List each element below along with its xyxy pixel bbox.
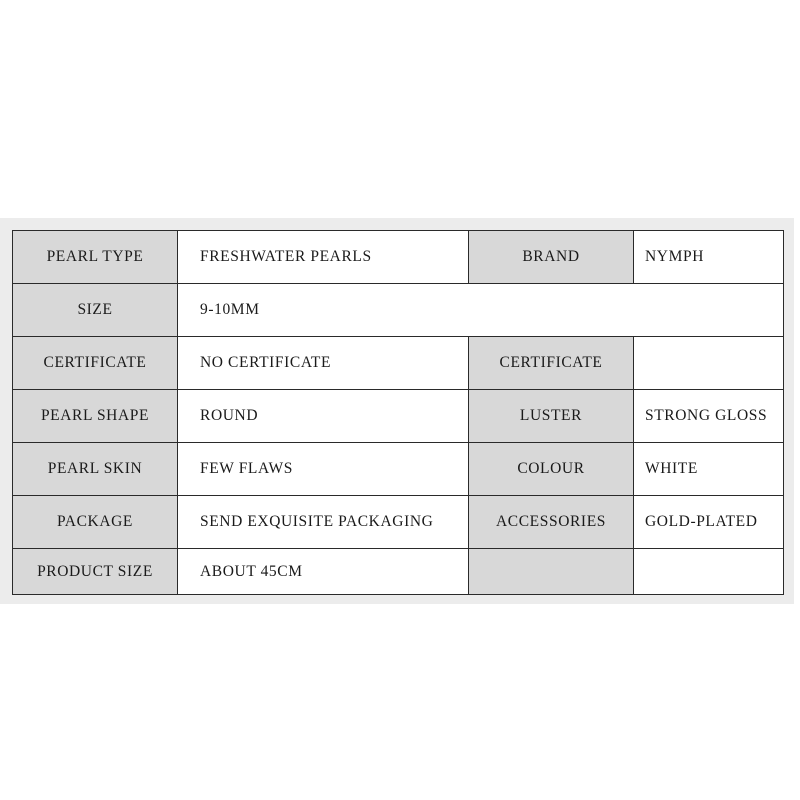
table-row xyxy=(13,496,784,549)
spec-value-empty xyxy=(634,549,784,595)
spec-label-luster: LUSTER xyxy=(469,390,634,443)
spec-label-brand: BRAND xyxy=(469,231,634,284)
product-spec-table xyxy=(12,230,784,595)
table-row xyxy=(13,443,784,496)
spec-label-pearl-type: PEARL TYPE xyxy=(13,231,178,284)
spec-label-product-size: PRODUCT SIZE xyxy=(13,549,178,595)
spec-value-luster: STRONG GLOSS xyxy=(634,390,784,443)
spec-value-certificate: NO CERTIFICATE xyxy=(178,337,469,390)
spec-label-size: SIZE xyxy=(13,284,178,337)
spec-value-colour: WHITE xyxy=(634,443,784,496)
spec-label-certificate-2: CERTIFICATE xyxy=(469,337,634,390)
spec-label-pearl-skin: PEARL SKIN xyxy=(13,443,178,496)
spec-label-accessories: ACCESSORIES xyxy=(469,496,634,549)
table-row xyxy=(13,390,784,443)
spec-value-accessories: GOLD-PLATED xyxy=(634,496,784,549)
spec-label-certificate: CERTIFICATE xyxy=(13,337,178,390)
spec-value-pearl-shape: ROUND xyxy=(178,390,469,443)
spec-label-package: PACKAGE xyxy=(13,496,178,549)
spec-label-pearl-shape: PEARL SHAPE xyxy=(13,390,178,443)
table-row xyxy=(13,231,784,284)
table-row xyxy=(13,284,784,337)
table-row xyxy=(13,337,784,390)
spec-value-product-size: ABOUT 45CM xyxy=(178,549,469,595)
spec-value-size: 9-10MM xyxy=(178,284,784,337)
spec-value-package: SEND EXQUISITE PACKAGING xyxy=(178,496,469,549)
spec-value-pearl-skin: FEW FLAWS xyxy=(178,443,469,496)
spec-label-colour: COLOUR xyxy=(469,443,634,496)
table-row xyxy=(13,549,784,595)
spec-label-empty xyxy=(469,549,634,595)
spec-value-certificate-2 xyxy=(634,337,784,390)
spec-value-brand: NYMPH xyxy=(634,231,784,284)
spec-value-pearl-type: FRESHWATER PEARLS xyxy=(178,231,469,284)
